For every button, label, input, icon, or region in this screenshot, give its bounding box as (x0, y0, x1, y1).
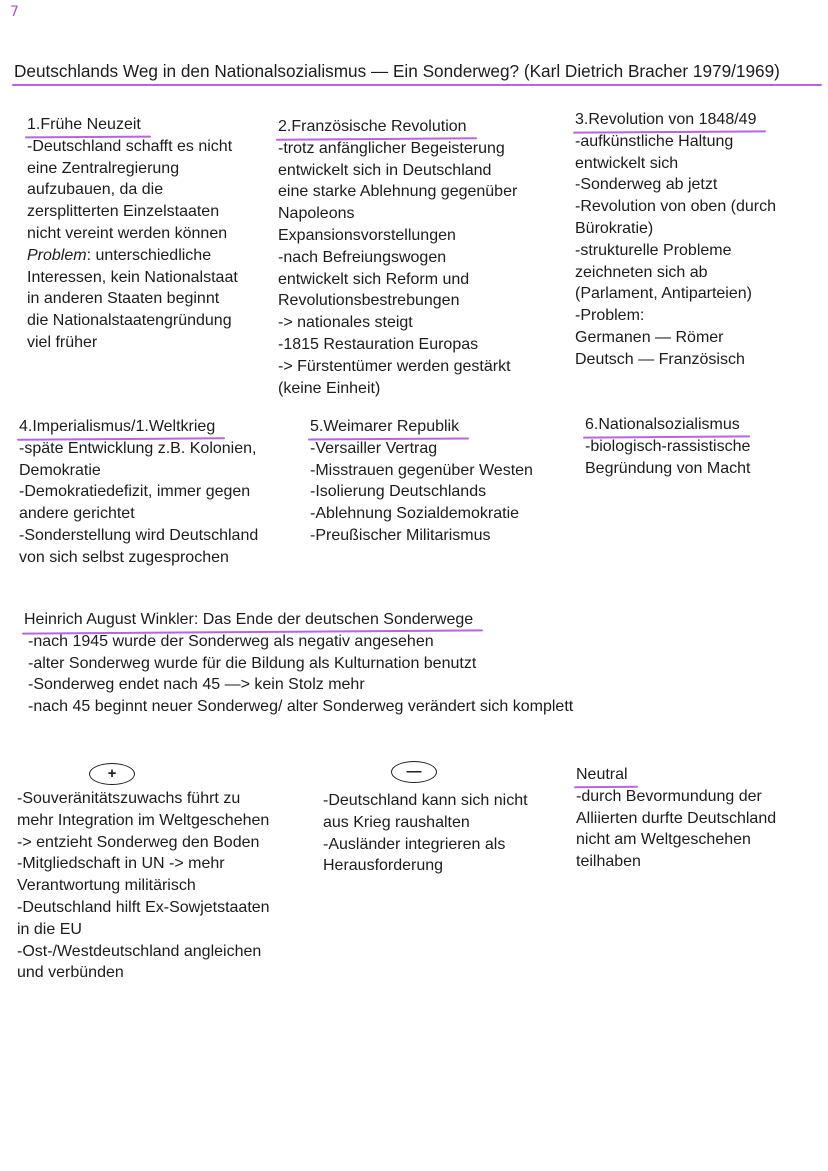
text-line: -strukturelle Probleme (575, 241, 732, 259)
text-line: -nach 1945 wurde der Sonderweg als negativ angesehen (28, 632, 434, 650)
text-line: -Preußischer Militarismus (310, 526, 491, 544)
text-line: entwickelt sich Reform und (278, 270, 470, 288)
page-title: Deutschlands Weg in den Nationalsozialismus — Ein Sonderweg? (Karl Dietrich Bracher 1979/1969) (14, 61, 780, 81)
text-line: -nach 45 beginnt neuer Sonderweg/ alter Sonderweg verändert sich komplett (28, 698, 574, 716)
text-line: -Deutschland schafft es nicht (27, 137, 233, 155)
text-line: Napoleons (278, 205, 355, 223)
text-line: -Sonderweg endet nach 45 —> kein Stolz mehr (28, 676, 365, 694)
section-heading: 3.Revolution von 1848/49 (575, 109, 756, 131)
section-heading: 6.Nationalsozialismus (585, 414, 740, 436)
text-line: -Deutschland kann sich nicht (323, 792, 528, 809)
section-fruehe-neuzeit (27, 114, 277, 354)
text-line: Deutsch — Französisch (575, 350, 745, 368)
text-line: -Isolierung Deutschlands (310, 483, 487, 501)
text-line: -nach Befreiungswogen (278, 248, 447, 266)
text-line: Alliierten durfte Deutschland (576, 809, 777, 827)
text-line: -Versailler Vertrag (310, 439, 438, 457)
text-line: zeichneten sich ab (575, 263, 708, 281)
text-line: -Sonderstellung wird Deutschland (19, 526, 259, 544)
text-line: -Misstrauen gegenüber Westen (310, 461, 533, 479)
text-line: -> entzieht Sonderweg den Boden (17, 833, 260, 851)
text-line: aufzubauen, da die (27, 181, 164, 199)
text-line: -Souveränitätszuwachs führt zu (17, 790, 241, 807)
section-imperialismus (19, 416, 309, 569)
text-line: -Mitgliedschaft in UN -> mehr (17, 855, 225, 873)
page-number-mark: 7 (10, 4, 19, 20)
text-line: andere gerichtet (19, 505, 135, 523)
text-line: -aufkünstliche Haltung (575, 132, 734, 150)
text-line: Herausforderung (323, 857, 444, 875)
text-line: (Parlament, Antiparteien) (575, 285, 752, 303)
section-heading: 4.Imperialismus/1.Weltkrieg (19, 416, 215, 438)
text-line: -späte Entwicklung z.B. Kolonien, (19, 439, 257, 457)
text-line: -trotz anfänglicher Begeisterung (278, 139, 505, 157)
neutral-arguments (576, 764, 821, 873)
text-line: mehr Integration im Weltgeschehen (17, 811, 270, 829)
problem-text: : unterschiedliche (86, 246, 212, 264)
section-revolution-1848 (575, 109, 820, 371)
section-heading: 5.Weimarer Republik (310, 416, 459, 438)
minus-symbol: — (391, 761, 437, 783)
section-nationalsozialismus (585, 414, 820, 479)
text-line: -Ausländer integrieren als (323, 835, 506, 853)
neutral-heading: Neutral (576, 764, 628, 786)
text-line: -> nationales steigt (278, 314, 413, 332)
text-line: aus Krieg raushalten (323, 813, 470, 831)
text-line: Germanen — Römer (575, 328, 724, 346)
text-line: Demokratie (19, 461, 101, 479)
title-underline (12, 84, 822, 86)
text-line: Revolutionsbestrebungen (278, 292, 460, 310)
text-line: Begründung von Macht (585, 459, 751, 477)
text-line: Bürokratie) (575, 219, 654, 237)
text-line: Expansionsvorstellungen (278, 226, 456, 244)
plus-symbol: + (89, 763, 135, 785)
text-line: entwickelt sich (575, 154, 679, 172)
section-heading: 1.Frühe Neuzeit (27, 114, 141, 136)
section-franzoesische-revolution (278, 116, 568, 399)
text-line: Verantwortung militärisch (17, 877, 196, 895)
text-line: -Deutschland hilft Ex-Sowjetstaaten (17, 898, 270, 916)
text-line: -Ablehnung Sozialdemokratie (310, 505, 520, 523)
text-line: Interessen, kein Nationalstaat (27, 268, 238, 286)
text-line: -durch Bevormundung der (576, 787, 762, 805)
section-heading: 2.Französische Revolution (278, 116, 467, 138)
text-line: -Demokratiedefizit, immer gegen (19, 483, 251, 501)
text-line: -biologisch-rassistische (585, 437, 751, 455)
text-line: -Revolution von oben (durch (575, 198, 777, 216)
text-line: eine starke Ablehnung gegenüber (278, 183, 518, 201)
text-line (27, 245, 277, 267)
text-line: zersplitterten Einzelstaaten (27, 203, 220, 221)
text-line: -Sonderweg ab jetzt (575, 176, 718, 194)
text-line: von sich selbst zugesprochen (19, 548, 229, 566)
text-line: eine Zentralregierung (27, 159, 180, 177)
section-heading: Heinrich August Winkler: Das Ende der deutschen Sonderwege (24, 609, 473, 631)
text-line: nicht vereint werden können (27, 224, 228, 242)
text-line: -1815 Restauration Europas (278, 335, 479, 353)
text-line: nicht am Weltgeschehen (576, 831, 751, 849)
text-line: (keine Einheit) (278, 379, 381, 397)
text-line: -Ost-/Westdeutschland angleichen (17, 942, 262, 960)
text-line: in die EU (17, 920, 82, 938)
text-line: entwickelt sich in Deutschland (278, 161, 492, 179)
section-weimarer-republik (310, 416, 575, 547)
plus-arguments (17, 788, 317, 984)
text-line: in anderen Staaten beginnt (27, 290, 220, 308)
text-line: viel früher (27, 333, 98, 351)
text-line: teilhaben (576, 853, 641, 871)
minus-arguments (323, 790, 573, 877)
text-line: -> Fürstentümer werden gestärkt (278, 357, 511, 375)
text-line: -Problem: (575, 307, 645, 325)
text-line: die Nationalstaatengründung (27, 312, 232, 330)
section-winkler (24, 609, 804, 718)
problem-label: Problem (27, 246, 87, 264)
text-line: -alter Sonderweg wurde für die Bildung als Kulturnation benutzt (28, 654, 477, 672)
text-line: und verbünden (17, 964, 124, 982)
